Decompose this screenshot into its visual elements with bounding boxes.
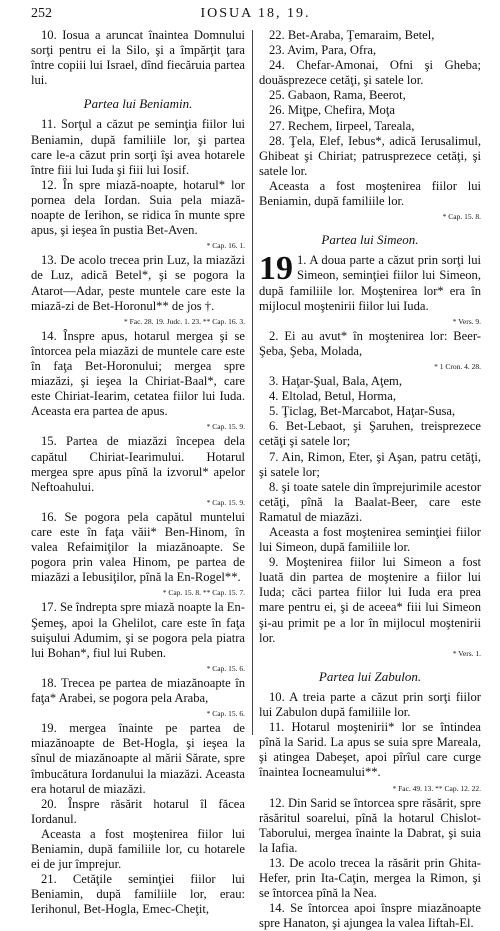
verse: 8. şi toate satele din împrejurimile acestor cetăţi, pînă la Baalat-Beer, care este Ramatul de miazăzi.: [259, 479, 481, 524]
page-header: [31, 6, 480, 28]
cross-reference: * Cap. 15. 8.: [442, 212, 481, 222]
right-column: [259, 28, 481, 931]
column-divider: [252, 30, 253, 735]
verse: 2. Ei au avut* în moştenirea lor: Beer-Şeba, Şeba, Molada,: [259, 328, 481, 358]
verse: 13. De acolo trecea prin Luz, la miazăzi de Luz, adică Betel*, şi se pogora la Atarot—Adar, peste muntele care este la miază-zi de Bet-Horonul** de jos †.: [31, 253, 245, 313]
verse: 16. Se pogora pela capătul muntelui care este în faţa văii* Ben-Hinom, în valea Refaimiţilor la miazănoapte. Se pogora prin valea Hinom, pe partea de miazăzi a Iebusiţilor, pînă la En-Rogel**.: [31, 509, 245, 585]
verse: Aceasta a fost moştenirea seminţiei fiilor lui Simeon, după familiile lor.: [259, 525, 481, 555]
verse: 26. Miţpe, Chefira, Moţa: [269, 103, 395, 118]
verse: 20. Înspre răsărit hotarul îl făcea Iordanul.: [31, 796, 245, 826]
section-heading: Partea lui Zabulon.: [318, 668, 422, 684]
verse: 18. Trecea pe partea de miazănoapte în faţa* Arabei, se pogora pela Araba,: [31, 675, 245, 706]
verse: 28. Ţela, Elef, Iebus*, adică Ierusalimul, Ghibeat şi Chiriat; patrusprezece cetăţi, şi satele lor.: [259, 133, 481, 178]
cross-reference: * Vers. 1.: [452, 648, 481, 658]
chapter-number: 19: [259, 250, 293, 288]
cross-reference: * Cap. 16. 1.: [206, 241, 245, 251]
verse: 14. Se întorcea apoi înspre miazănoapte spre Hanaton, şi ajungea la valea Iiftah-El.: [259, 901, 481, 931]
cross-reference: * Cap. 15. 9.: [206, 422, 245, 432]
verse: 11. Hotarul moştenirii* lor se întindea pînă la Sarid. La apus se suia spre Mareala, şi atingea Dabeşet, apoi pîrîul care curge înaintea Iocneamului**.: [259, 720, 481, 780]
cross-reference: * 1 Cron. 4. 28.: [434, 361, 481, 371]
page-number: 252: [31, 6, 52, 21]
verse: 12. Din Sarid se întorcea spre răsărit, spre răsăritul soarelui, pînă la hotarul Chislot-Taborului, mergea înainte la Dabrat, şi suia la Iafia.: [259, 795, 481, 855]
verse: 11. Sorţul a căzut pe seminţia fiilor lui Beniamin, după familiile lor, şi partea care le-a căzut prin sorţi îşi avea hotarele între fiii lui Iuda şi fiii lui Iosif.: [31, 117, 245, 177]
verse: 4. Eltolad, Betul, Horma,: [269, 389, 396, 404]
verse: 5. Ţiclag, Bet-Marcabot, Haţar-Susa,: [269, 404, 456, 419]
verse: 15. Partea de miazăzi începea dela capătul Chiriat-Iearimului. Hotarul mergea spre apus pînă la izvorul* apelor Neftoahului.: [31, 434, 245, 494]
verse: Aceasta a fost moştenirea fiilor lui Beniamin, după familiile lor.: [259, 178, 481, 209]
running-head: IOSUA 18, 19.: [200, 6, 311, 21]
verse: 3. Haţar-Şual, Bala, Aţem,: [269, 374, 402, 389]
verse: 21. Cetăţile seminţiei fiilor lui Beniamin, după familiile lor, erau: Ierihonul, Bet-Hogla, Emec-Cheţit,: [31, 872, 245, 917]
verse: 10. Iosua a aruncat înaintea Domnului sorţi pentru ei la Silo, şi a împărţit ţara între copiii lui Israel, dînd fiecăruia partea lui.: [31, 28, 245, 88]
verse: 9. Moştenirea fiilor lui Simeon a fost luată din partea de moştenire a fiilor lui Iuda; căci partea fiilor lui Iuda era prea mare pentru ei, şi de aceea* fiii lui Simeon şi-au primit pe a lor în mijlocul moştenirii lor.: [259, 555, 481, 645]
verse: 17. Se îndrepta spre miază noapte la En-Şemeş, apoi la Ghelilot, care este în faţa suişului Adumim, şi se pogora pela piatra lui Bohan*, fiul lui Ruben.: [31, 600, 245, 660]
verse: [259, 250, 481, 313]
cross-reference: * Fac. 28. 19. Judc. 1. 23. ** Cap. 16. 3.: [123, 316, 245, 326]
verse: 7. Ain, Rimon, Eter, şi Aşan, patru cetăţi, şi satele lor;: [259, 449, 481, 479]
verse: 22. Bet-Araba, Ţemaraim, Betel,: [269, 28, 435, 42]
verse: 23. Avim, Para, Ofra,: [269, 43, 377, 58]
section-heading: Partea lui Simeon.: [321, 232, 419, 248]
cross-reference: * Vers. 9.: [452, 316, 481, 326]
verse: 19. mergea înainte pe partea de miazănoapte de Bet-Hogla, şi ieşea la sînul de miazănoapte al mării Sărate, spre îmbucătura Iordanului la miazăzi. Aceasta era hotarul de miazăzi.: [31, 721, 245, 796]
left-column: [31, 28, 245, 917]
cross-reference: * Fac. 49. 13. ** Cap. 12. 22.: [392, 783, 481, 793]
verse: 27. Rechem, Iirpeel, Tareala,: [269, 118, 415, 133]
verse: 25. Gabaon, Rama, Beerot,: [269, 88, 406, 103]
cross-reference: * Cap. 15. 6.: [206, 663, 245, 673]
verse: 24. Chefar-Amonai, Ofni şi Gheba; douăsprezece cetăţi, şi satele lor.: [259, 58, 481, 88]
verse: 13. De acolo trecea la răsărit prin Ghita-Hefer, prin Ita-Caţin, mergea la Rimon, şi se întorcea pînă la Nea.: [259, 855, 481, 901]
verse: Aceasta a fost moştenirea fiilor lui Beniamin, după familiile lor, cu hotarele ei de jur împrejur.: [31, 826, 245, 872]
section-heading: Partea lui Beniamin.: [83, 96, 193, 112]
cross-reference: * Cap. 15. 8. ** Cap. 15. 7.: [162, 588, 245, 598]
verse: 10. A treia parte a căzut prin sorţi fiilor lui Zabulon după familiile lor.: [259, 689, 481, 720]
cross-reference: * Cap. 15. 6.: [206, 709, 245, 719]
cross-reference: * Cap. 15. 9.: [206, 497, 245, 507]
verse: 6. Bet-Lebaot, şi Şaruhen, treisprezece cetăţi şi satele lor;: [259, 419, 481, 449]
verse: 14. Înspre apus, hotarul mergea şi se întorcea pela miazăzi de muntele care este în faţa Bet-Horonului; mergea spre miazăzi, şi ieşea la Chiriat-Baal*, care este Chiriat-Iearim, cetatea fiilor lui Iuda. Aceasta era partea de apus.: [31, 328, 245, 419]
verse-text: 1. A doua parte a căzut prin sorţi lui Simeon, seminţiei fiilor lui Simeon, după familiile lor. Moştenirea lor* era în mijlocul moştenirii fiilor lui Iuda.: [259, 253, 481, 313]
verse: 12. În spre miază-noapte, hotarul* lor pornea dela Iordan. Suia pela miază-noapte de Ierihon, se ridica în munte spre apus, şi ieşea în pustia Bet-Aven.: [31, 177, 245, 238]
